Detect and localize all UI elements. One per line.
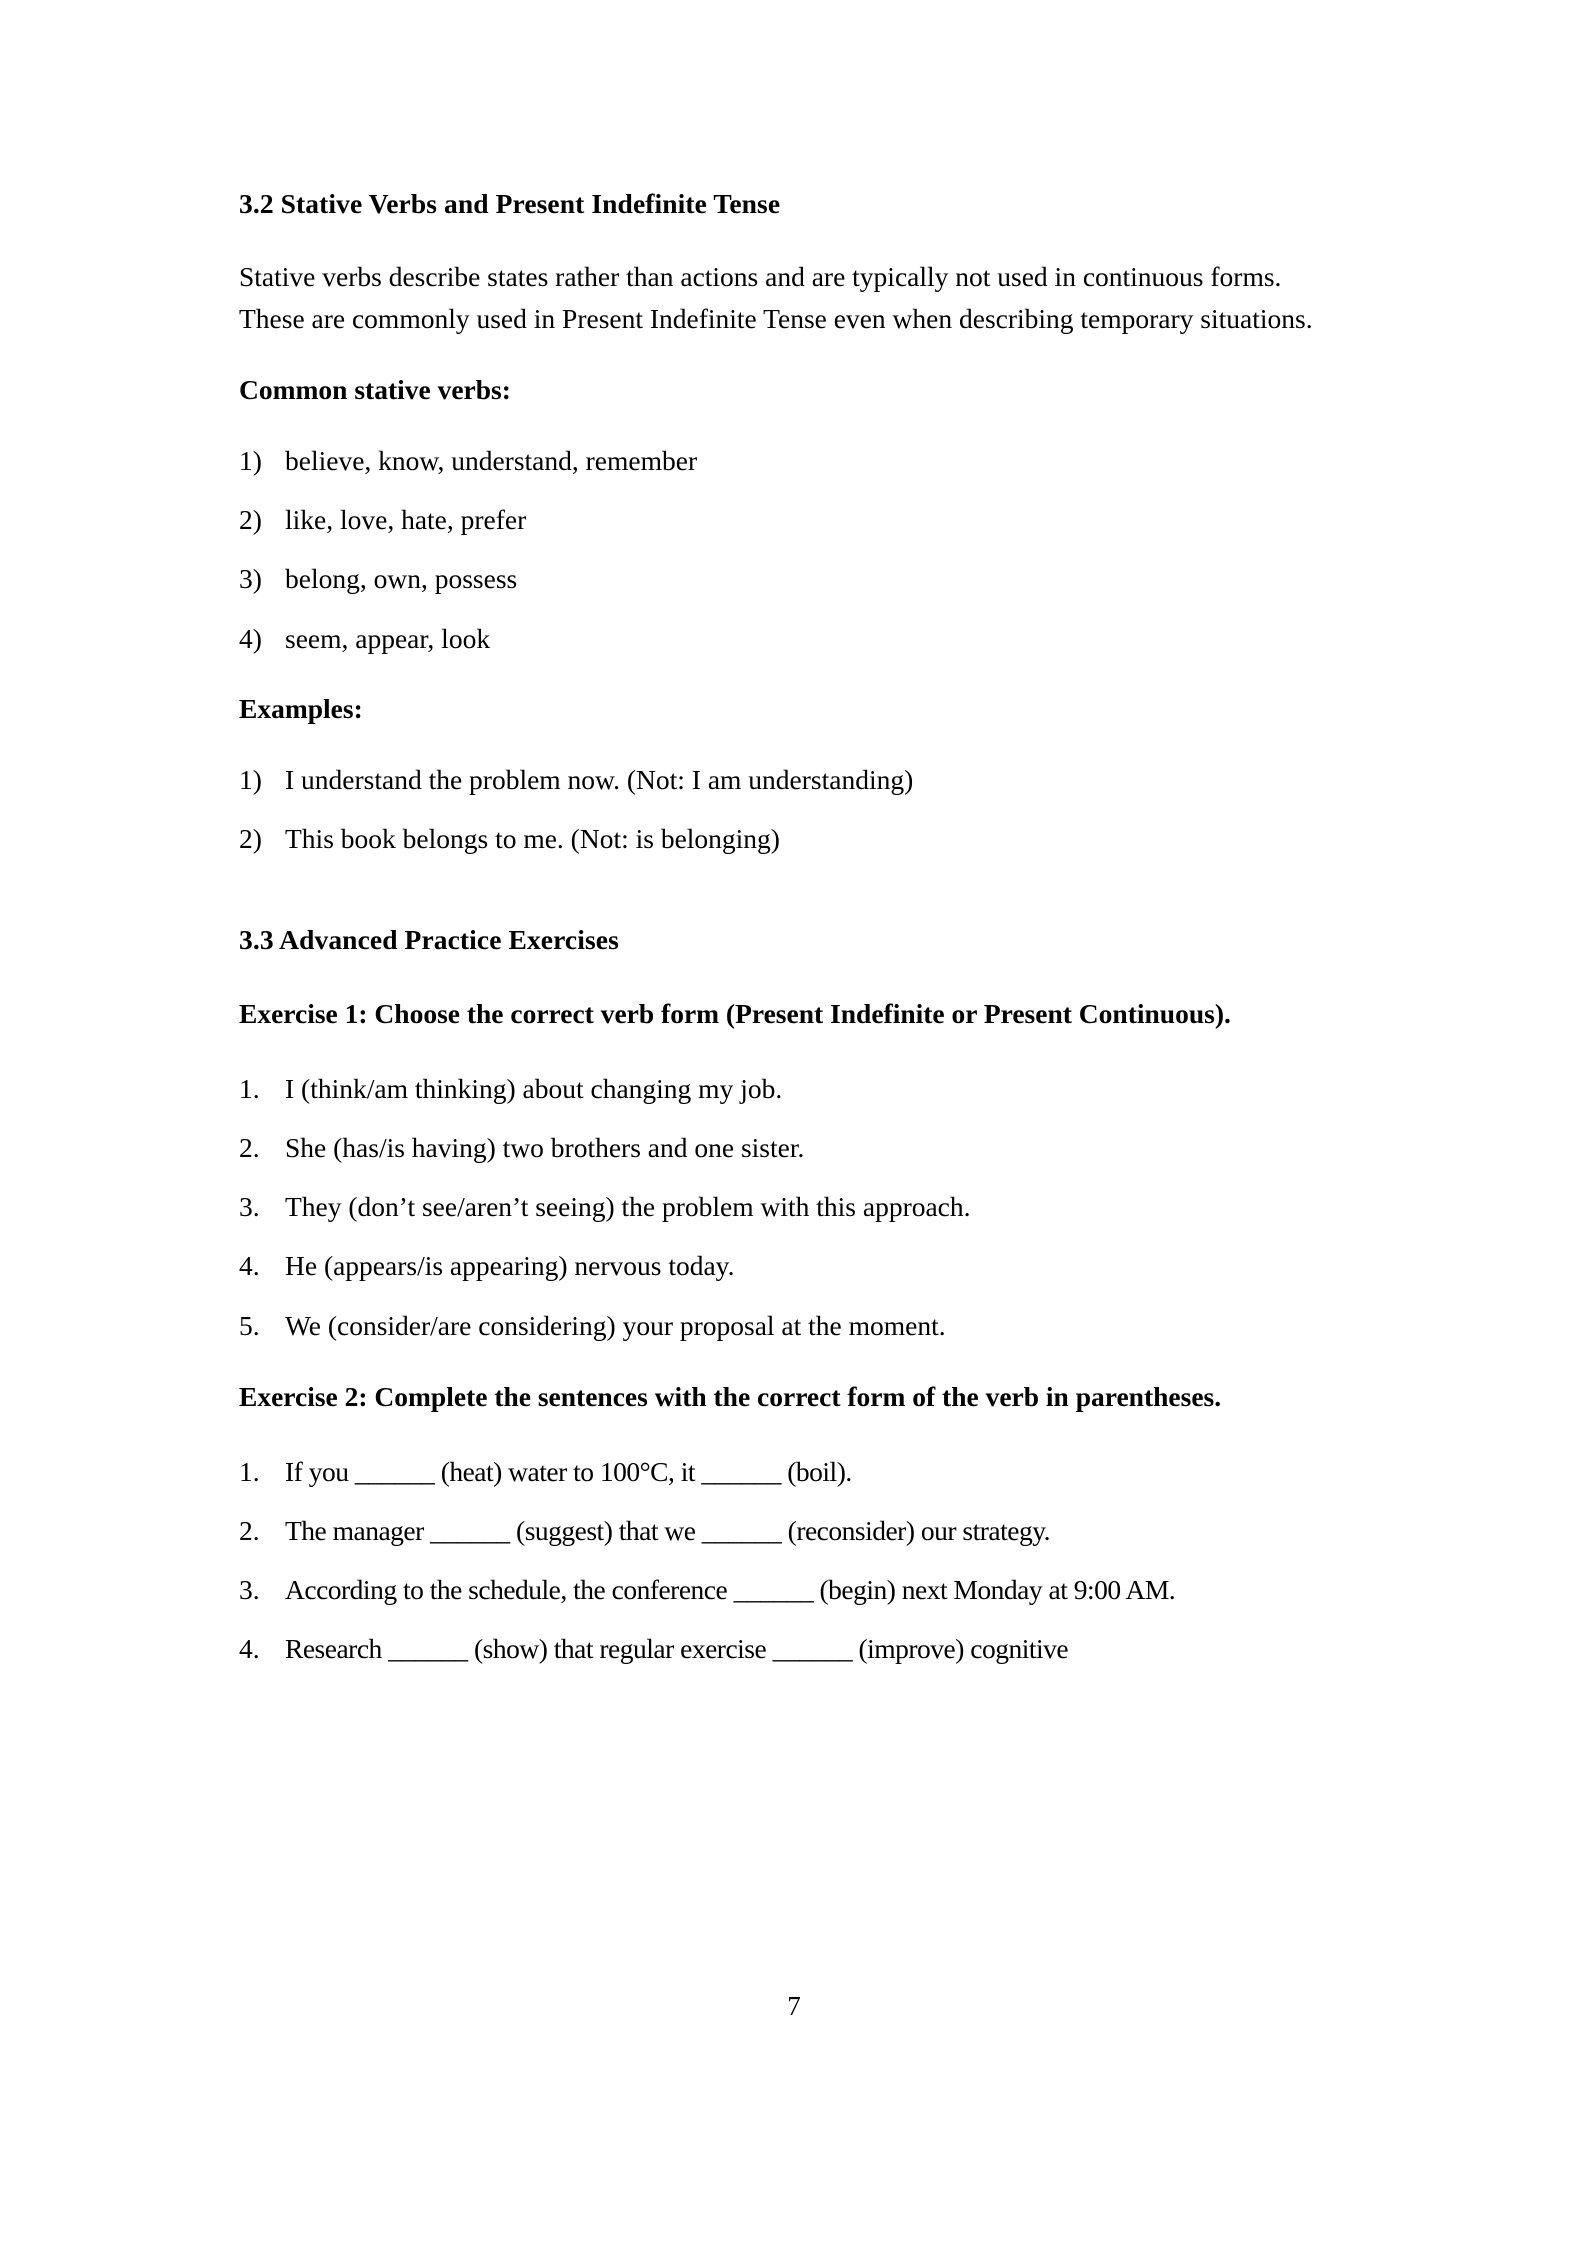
section-3-2-paragraph: Stative verbs describe states rather than actions and are typically not used in continuous forms. These are commonly used in Present Indefinite Tense even when describing temporary situations. — [239, 261, 1313, 335]
list-item-text: I understand the problem now. (Not: I am understanding) — [285, 763, 914, 795]
list-item-text: If you ______ (heat) water to 100°C, it ______ (boil). — [285, 1455, 852, 1487]
list-marker: 2. — [239, 1131, 260, 1163]
list-marker: 1. — [239, 1072, 260, 1104]
list-item-text: We (consider/are considering) your proposal at the moment. — [285, 1309, 946, 1341]
list-item-text: seem, appear, look — [285, 622, 491, 654]
list-item — [239, 1510, 1317, 1551]
list-item — [239, 818, 1317, 859]
list-item — [239, 1628, 1317, 1669]
list-marker: 4) — [239, 622, 262, 654]
list-item-text: They (don’t see/aren’t seeing) the problem with this approach. — [285, 1191, 971, 1223]
list-item — [239, 1451, 1317, 1492]
list-marker: 4. — [239, 1250, 260, 1282]
exercise-2-items — [239, 1451, 1317, 1670]
list-item-text: This book belongs to me. (Not: is belonging) — [285, 823, 780, 855]
list-item — [239, 499, 1317, 540]
list-item — [239, 618, 1317, 659]
section-heading-3-2: 3.2 Stative Verbs and Present Indefinite Tense — [239, 188, 781, 219]
list-marker: 1) — [239, 444, 262, 476]
list-marker: 3) — [239, 563, 262, 595]
list-item-text: like, love, hate, prefer — [285, 504, 527, 536]
list-marker: 2) — [239, 504, 262, 536]
list-item — [239, 440, 1317, 481]
list-item — [239, 1305, 1317, 1346]
list-marker: 1) — [239, 763, 262, 795]
page-content — [239, 186, 1317, 1670]
list-item — [239, 1186, 1317, 1227]
list-marker: 1. — [239, 1455, 260, 1487]
section-heading-3-3: 3.3 Advanced Practice Exercises — [239, 924, 619, 956]
examples-label: Examples: — [239, 692, 363, 724]
list-item-text: Research ______ (show) that regular exercise ______ (improve) cognitive — [285, 1633, 1069, 1665]
page-number: 7 — [787, 1991, 801, 2021]
list-marker: 5. — [239, 1309, 260, 1341]
list-marker: 2. — [239, 1514, 260, 1546]
list-item — [239, 1127, 1317, 1168]
list-item-text: I (think/am thinking) about changing my job. — [285, 1072, 783, 1104]
common-stative-verbs-label: Common stative verbs: — [239, 373, 511, 405]
list-item-text: belong, own, possess — [285, 563, 518, 595]
list-item — [239, 1068, 1317, 1109]
list-item — [239, 1245, 1317, 1286]
list-marker: 4. — [239, 1633, 260, 1665]
list-item-text: The manager ______ (suggest) that we ______ (reconsider) our strategy. — [285, 1514, 1051, 1546]
stative-verbs-list — [239, 440, 1317, 659]
list-item-text: She (has/is having) two brothers and one sister. — [285, 1131, 805, 1163]
exercise-2-heading: Exercise 2: Complete the sentences with the correct form of the verb in parentheses. — [239, 1380, 1222, 1412]
list-item-text: believe, know, understand, remember — [285, 444, 698, 476]
list-item-text: According to the schedule, the conference ______ (begin) next Monday at 9:00 AM. — [285, 1574, 1176, 1606]
list-item — [239, 1569, 1317, 1610]
list-marker: 3. — [239, 1191, 260, 1223]
list-item-text: He (appears/is appearing) nervous today. — [285, 1250, 735, 1282]
exercise-1-heading: Exercise 1: Choose the correct verb form (Present Indefinite or Present Continuous). — [239, 997, 1231, 1029]
section-spacer — [239, 859, 1317, 922]
exercise-1-items — [239, 1068, 1317, 1346]
list-marker: 3. — [239, 1574, 260, 1606]
list-item — [239, 759, 1317, 800]
list-item — [239, 558, 1317, 599]
examples-list — [239, 759, 1317, 860]
list-marker: 2) — [239, 823, 262, 855]
